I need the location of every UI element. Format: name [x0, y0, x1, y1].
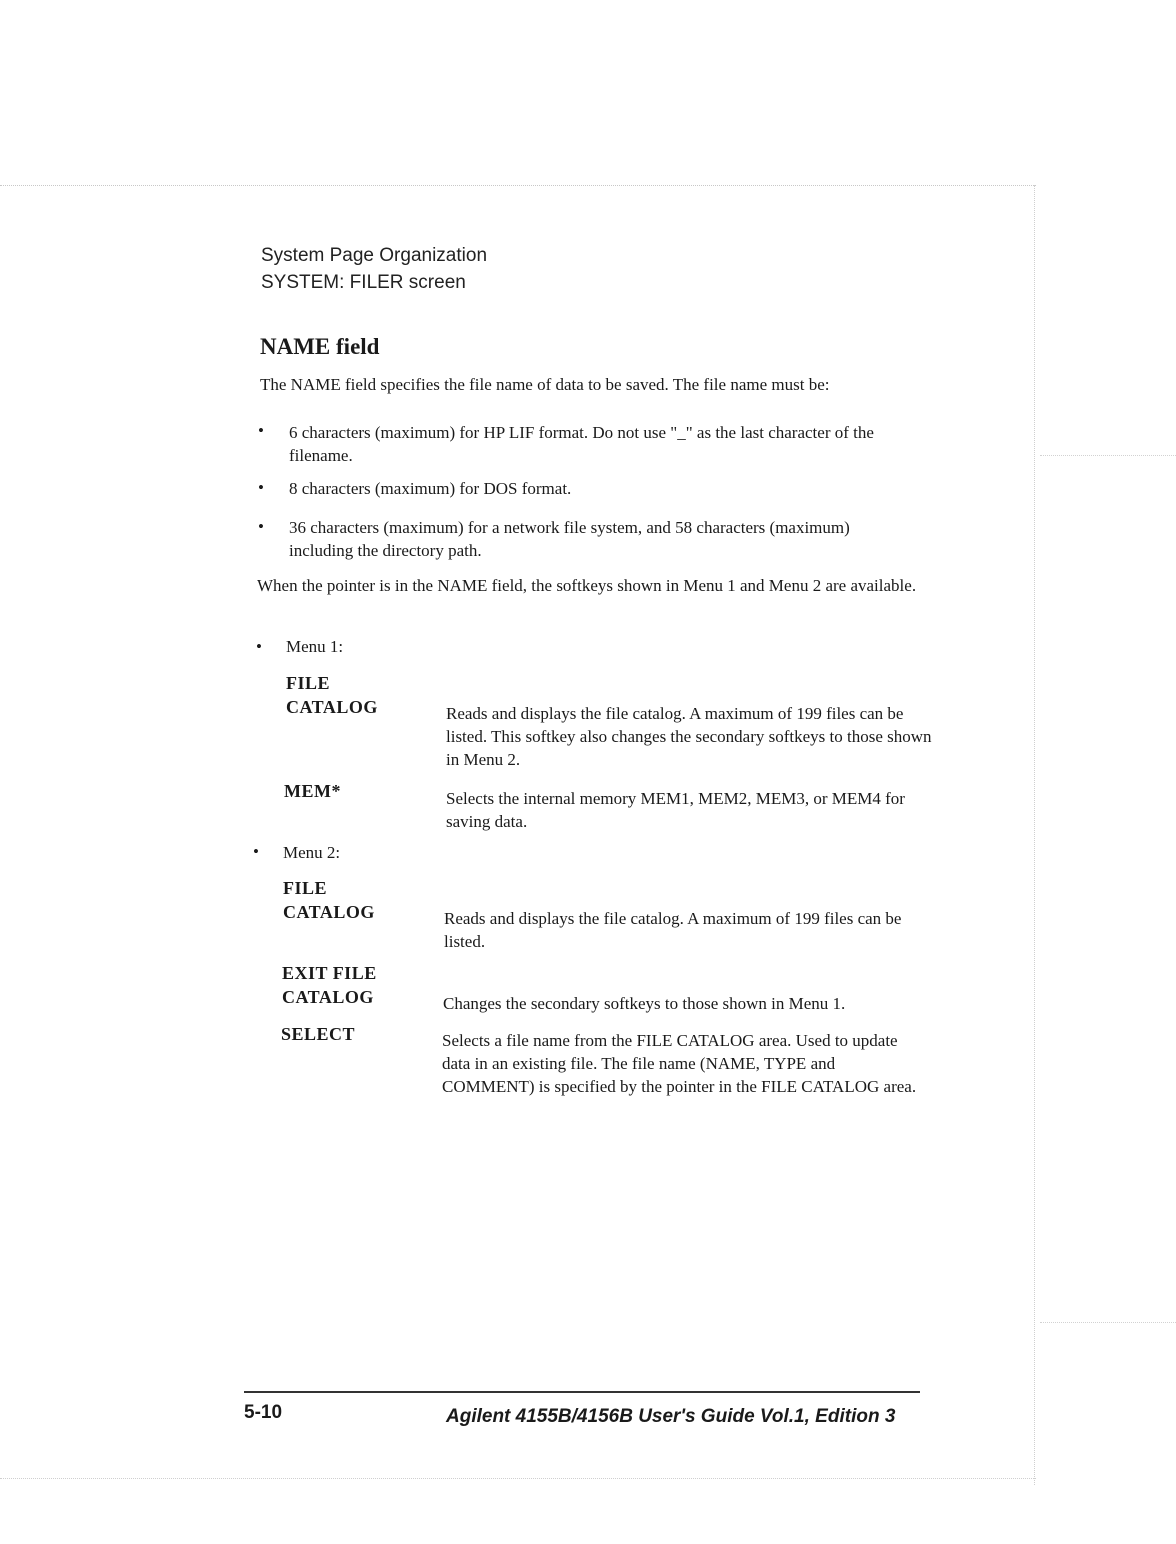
intro-paragraph: The NAME field specifies the file name of data to be saved. The file name must be:: [260, 375, 830, 394]
softkey-description: Selects the internal memory MEM1, MEM2, MEM3, or MEM4 for saving data.: [446, 789, 905, 831]
pointer-paragraph: When the pointer is in the NAME field, the softkeys shown in Menu 1 and Menu 2 are available.: [257, 576, 917, 595]
softkey-term-line: FILE: [283, 878, 328, 898]
softkey-term-line: CATALOG: [283, 902, 375, 922]
bullet-icon: •: [256, 637, 262, 656]
running-header: [261, 242, 487, 296]
scan-border-right: [1034, 185, 1035, 1485]
bullet-item: 6 characters (maximum) for HP LIF format. Do not use "_" as the last character of the filename.: [289, 423, 874, 465]
scan-mark: [1040, 455, 1176, 456]
softkey-file-catalog: [286, 671, 378, 719]
header-line-1: System Page Organization: [261, 245, 488, 266]
softkey-term-line: SELECT: [281, 1024, 356, 1044]
softkey-term-line: FILE: [286, 673, 331, 693]
page-number: 5-10: [244, 1402, 283, 1423]
footer-rule: [244, 1391, 920, 1393]
softkey-term-line: CATALOG: [286, 697, 378, 717]
guide-title: Agilent 4155B/4156B User's Guide Vol.1, Edition 3: [446, 1406, 896, 1427]
bullet-icon: •: [258, 517, 264, 536]
softkey-term-line: EXIT FILE: [282, 963, 377, 983]
bullet-icon: •: [258, 421, 264, 440]
bullet-icon: •: [253, 842, 259, 861]
softkey-description: Changes the secondary softkeys to those shown in Menu 1.: [443, 994, 846, 1013]
scan-border-top: [0, 185, 1036, 186]
softkey-mem: [284, 779, 341, 803]
menu2-label: Menu 2:: [283, 843, 341, 862]
softkey-description: Reads and displays the file catalog. A maximum of 199 files can be listed.: [444, 909, 902, 951]
bullet-item: 36 characters (maximum) for a network file system, and 58 characters (maximum) including the directory path.: [289, 518, 850, 560]
header-line-2: SYSTEM: FILER screen: [261, 272, 466, 293]
softkey-description: Selects a file name from the FILE CATALOG area. Used to update data in an existing file. The file name (NAME, TYPE and COMMENT) is specified by the pointer in the FILE CATALOG area.: [442, 1031, 917, 1096]
softkey-term-line: MEM*: [284, 781, 341, 801]
scan-mark: [1040, 1322, 1176, 1323]
section-title: NAME field: [260, 334, 380, 359]
softkey-exit-file-catalog: [282, 961, 377, 1009]
bullet-icon: •: [258, 478, 264, 497]
softkey-term-line: CATALOG: [282, 987, 374, 1007]
bullet-item: 8 characters (maximum) for DOS format.: [289, 479, 572, 498]
softkey-select: [281, 1022, 355, 1046]
softkey-description: Reads and displays the file catalog. A maximum of 199 files can be listed. This softkey also changes the secondary softkeys to those shown in Menu 2.: [446, 704, 932, 769]
scan-border-bottom: [0, 1478, 1036, 1479]
softkey-file-catalog: [283, 876, 375, 924]
menu1-label: Menu 1:: [286, 637, 344, 656]
